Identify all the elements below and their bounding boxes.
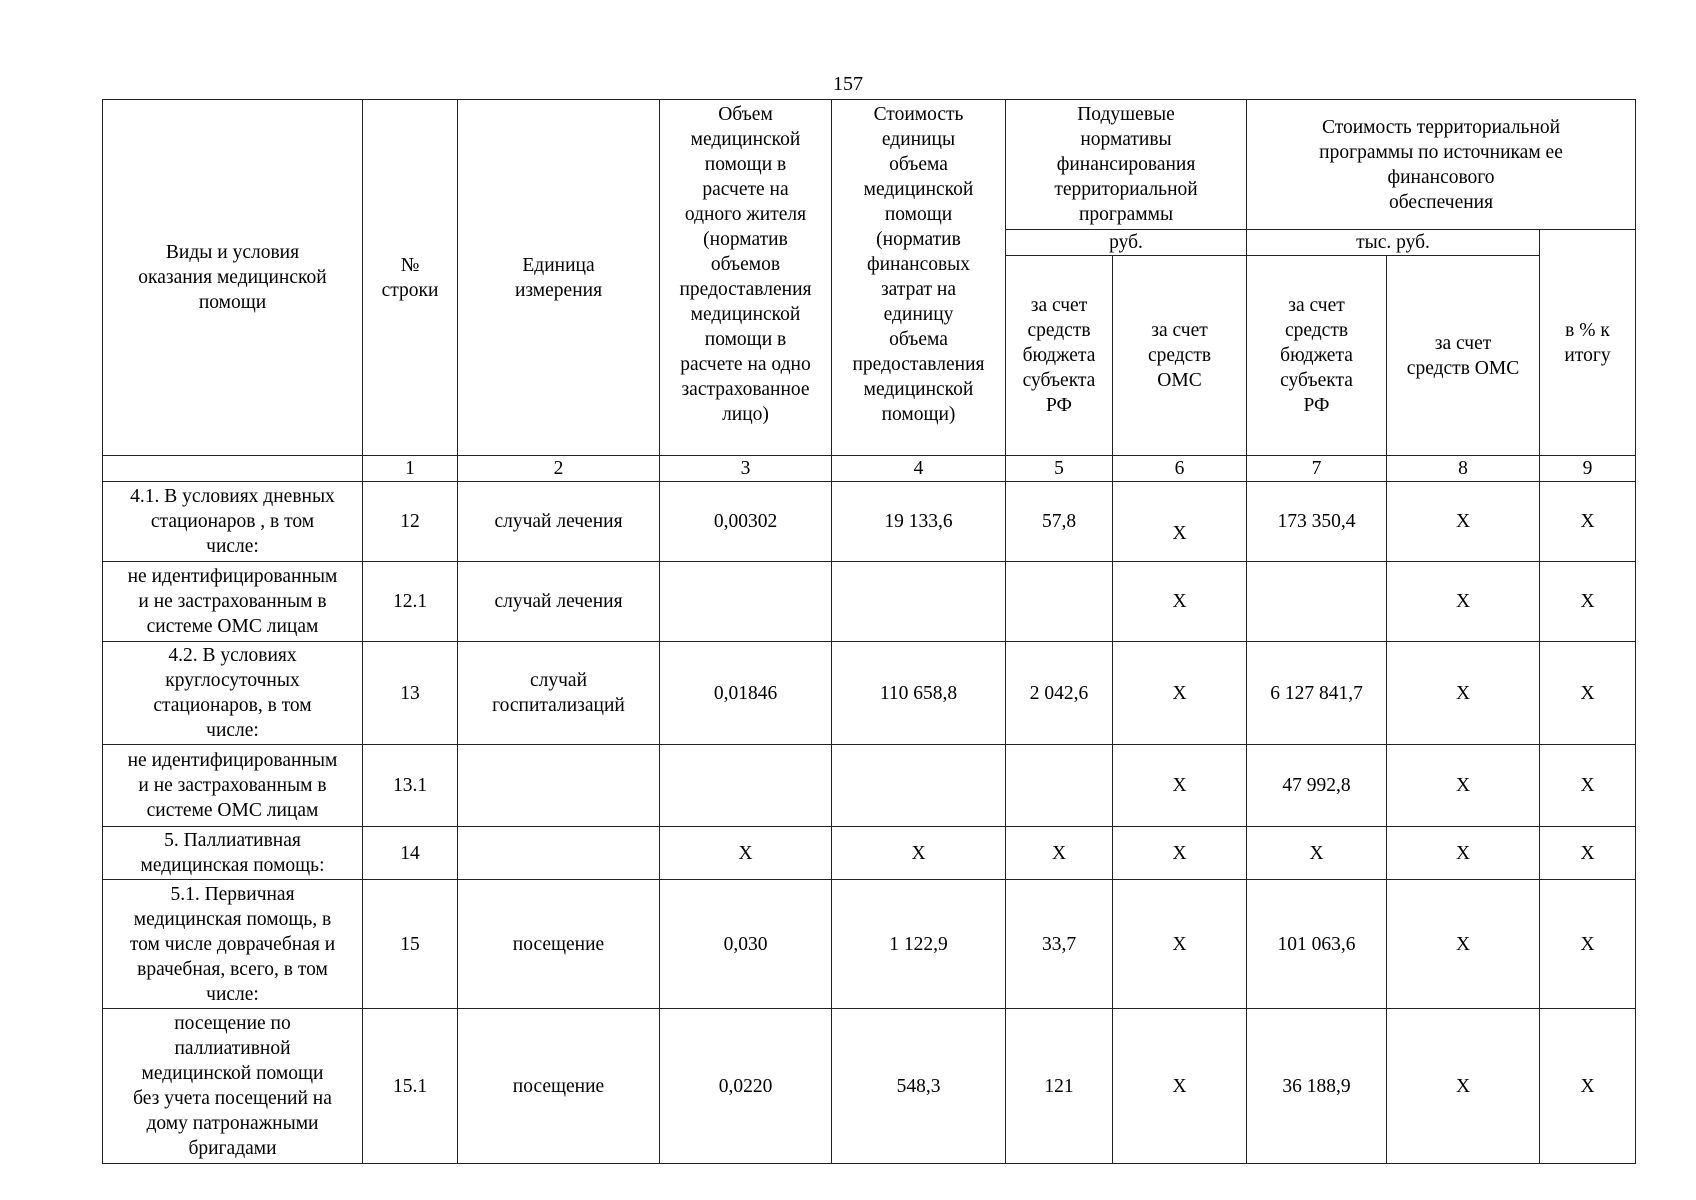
row-volume: 0,0220 [660,1009,832,1164]
row-per-capita-oms: Х [1113,827,1247,880]
row-per-capita-oms: Х [1113,745,1247,827]
row-percent: Х [1540,880,1636,1009]
row-per-capita-budget [1006,562,1113,642]
row-per-capita-oms: Х [1113,880,1247,1009]
row-unit: посещение [458,1009,660,1164]
row-name: 4.1. В условиях дневных стационаров , в том числе: [103,482,363,562]
row-volume: 0,00302 [660,482,832,562]
row-cost-oms: Х [1387,827,1540,880]
column-number: 8 [1387,456,1540,482]
row-cost-budget: 101 063,6 [1247,880,1387,1009]
row-cost-budget: 47 992,8 [1247,745,1387,827]
column-number: 3 [660,456,832,482]
row-volume: Х [660,827,832,880]
column-number: 1 [363,456,458,482]
row-number: 15.1 [363,1009,458,1164]
row-per-capita-oms: Х [1113,642,1247,745]
header-row-number: № строки [363,100,458,456]
header-col6-oms: за счет средств ОМС [1113,256,1247,456]
header-per-capita-norms: Подушевые нормативы финансирования территориальной программы [1006,100,1247,230]
row-number: 15 [363,880,458,1009]
table-row [103,827,1636,880]
row-number: 13 [363,642,458,745]
column-number: 4 [832,456,1006,482]
header-type-of-care: Виды и условия оказания медицинской помощи [103,100,363,456]
row-cost-budget: Х [1247,827,1387,880]
header-unit: Единица измерения [458,100,660,456]
row-volume [660,745,832,827]
row-percent: Х [1540,1009,1636,1164]
row-cost-oms: Х [1387,745,1540,827]
row-percent: Х [1540,482,1636,562]
row-percent: Х [1540,642,1636,745]
row-unit-cost: 548,3 [832,1009,1006,1164]
row-unit: случай госпитализаций [458,642,660,745]
row-cost-oms: Х [1387,1009,1540,1164]
row-unit-cost: 19 133,6 [832,482,1006,562]
header-unit-rub: руб. [1006,230,1247,256]
column-number-blank [103,456,363,482]
row-volume: 0,01846 [660,642,832,745]
row-unit [458,827,660,880]
row-unit-cost: 110 658,8 [832,642,1006,745]
row-per-capita-budget: 33,7 [1006,880,1113,1009]
row-name: 4.2. В условиях круглосуточных стационаров, в том числе: [103,642,363,745]
row-name: не идентифицированным и не застрахованным в системе ОМС лицам [103,745,363,827]
table-row [103,1009,1636,1164]
row-number: 14 [363,827,458,880]
row-volume [660,562,832,642]
row-cost-oms: Х [1387,880,1540,1009]
row-cost-oms: Х [1387,642,1540,745]
row-percent: Х [1540,827,1636,880]
column-numbers-row [103,456,1636,482]
table-row [103,880,1636,1009]
row-name: не идентифицированным и не застрахованным в системе ОМС лицам [103,562,363,642]
row-per-capita-oms-value: Х [1172,523,1187,544]
row-per-capita-oms [1113,482,1247,562]
table-row [103,642,1636,745]
row-per-capita-oms: Х [1113,562,1247,642]
row-cost-budget: 36 188,9 [1247,1009,1387,1164]
table-row [103,745,1636,827]
header-col5-budget: за счет средств бюджета субъекта РФ [1006,256,1113,456]
header-unit-thous-rub: тыс. руб. [1247,230,1540,256]
page-number: 157 [833,73,863,95]
row-per-capita-budget: Х [1006,827,1113,880]
row-name: посещение по паллиативной медицинской помощи без учета посещений на дому патронажными бригадами [103,1009,363,1164]
column-number: 9 [1540,456,1636,482]
header-col7-budget: за счет средств бюджета субъекта РФ [1247,256,1387,456]
header-unit-cost: Стоимость единицы объема медицинской помощи (норматив финансовых затрат на единицу объема предоставления медицинской помощи) [832,100,1006,456]
header-program-cost: Стоимость территориальной программы по источникам ее финансового обеспечения [1247,100,1636,230]
row-per-capita-budget: 121 [1006,1009,1113,1164]
column-number: 5 [1006,456,1113,482]
row-unit: случай лечения [458,482,660,562]
row-per-capita-budget: 2 042,6 [1006,642,1113,745]
row-unit [458,745,660,827]
row-unit-cost [832,562,1006,642]
row-volume: 0,030 [660,880,832,1009]
row-name: 5. Паллиативная медицинская помощь: [103,827,363,880]
column-number: 2 [458,456,660,482]
row-unit: случай лечения [458,562,660,642]
table-row [103,482,1636,562]
territorial-program-table [102,99,1636,1164]
row-number: 12.1 [363,562,458,642]
row-unit: посещение [458,880,660,1009]
row-unit-cost [832,745,1006,827]
row-unit-cost: Х [832,827,1006,880]
header-volume: Объем медицинской помощи в расчете на одного жителя (норматив объемов предоставления медицинской помощи в расчете на одно застрахованное лицо) [660,100,832,456]
column-number: 7 [1247,456,1387,482]
row-per-capita-oms: Х [1113,1009,1247,1164]
row-cost-budget: 6 127 841,7 [1247,642,1387,745]
column-number: 6 [1113,456,1247,482]
row-cost-budget [1247,562,1387,642]
table-row [103,562,1636,642]
row-number: 13.1 [363,745,458,827]
row-name: 5.1. Первичная медицинская помощь, в том числе доврачебная и врачебная, всего, в том числе: [103,880,363,1009]
row-per-capita-budget: 57,8 [1006,482,1113,562]
row-number: 12 [363,482,458,562]
row-percent: Х [1540,745,1636,827]
row-per-capita-budget [1006,745,1113,827]
row-unit-cost: 1 122,9 [832,880,1006,1009]
row-cost-oms: Х [1387,562,1540,642]
header-col9-percent: в % к итогу [1540,230,1636,456]
header-col8-oms: за счет средств ОМС [1387,256,1540,456]
row-cost-budget: 173 350,4 [1247,482,1387,562]
row-percent: Х [1540,562,1636,642]
row-cost-oms: Х [1387,482,1540,562]
